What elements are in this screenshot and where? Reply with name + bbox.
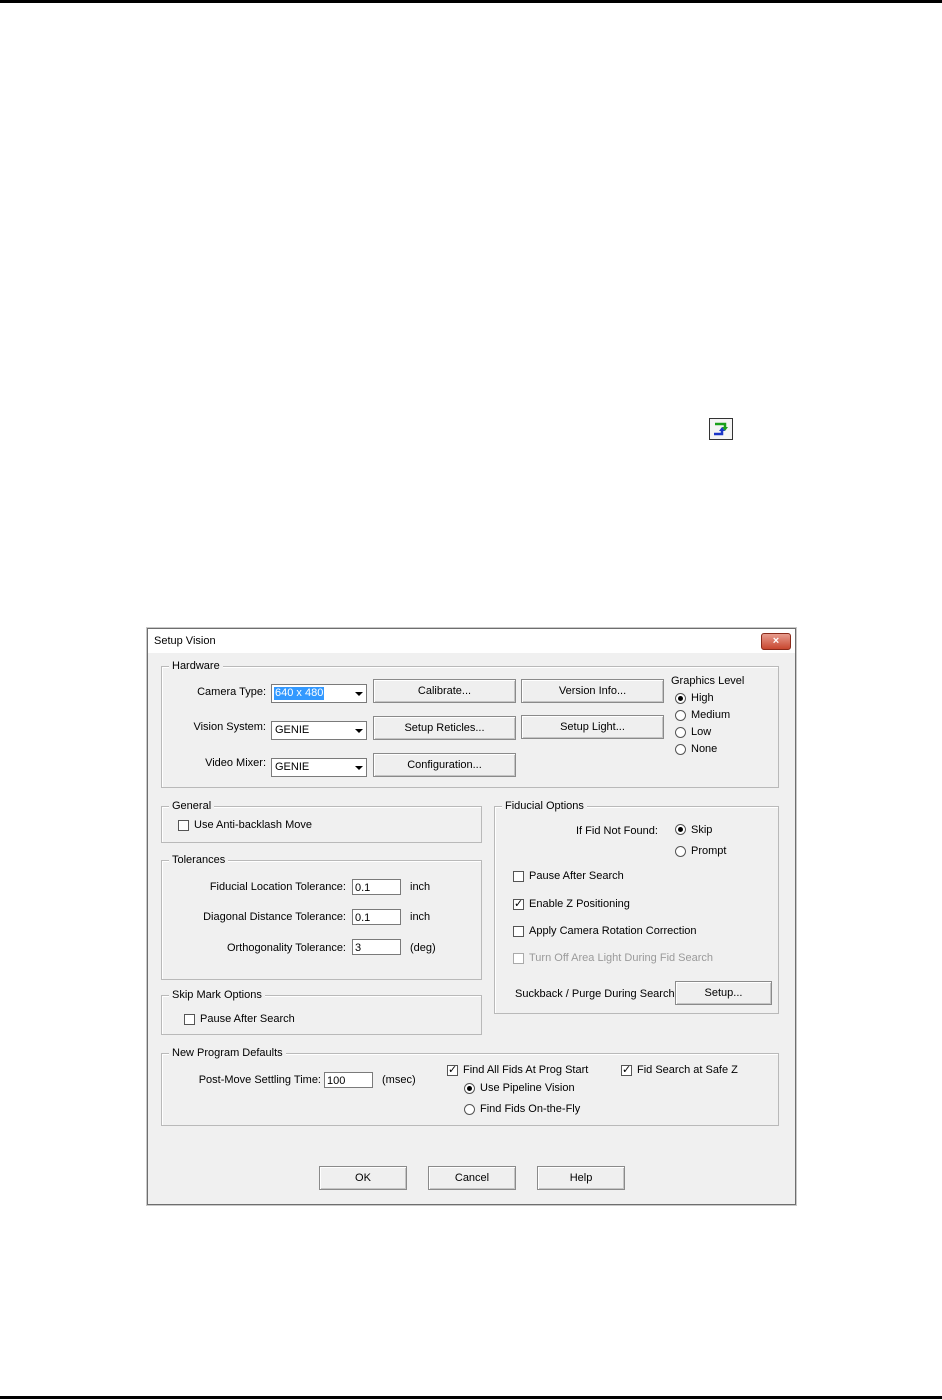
settling-time-label: Post-Move Settling Time: <box>198 1074 321 1086</box>
safe-z-label[interactable]: Fid Search at Safe Z <box>637 1064 738 1076</box>
fid-prompt-radio[interactable] <box>675 846 686 857</box>
video-mixer-value: GENIE <box>275 761 310 773</box>
version-info-button[interactable]: Version Info... <box>521 679 664 703</box>
vision-system-label: Vision System: <box>193 721 266 733</box>
anti-backlash-checkbox[interactable] <box>178 820 189 831</box>
graphics-level-label: Graphics Level <box>671 675 745 687</box>
graphics-high-label[interactable]: High <box>691 692 714 704</box>
camera-type-value: 640 x 480 <box>275 687 324 699</box>
configuration-button[interactable]: Configuration... <box>373 753 516 777</box>
diagonal-tolerance-input[interactable]: 0.1 <box>352 909 401 925</box>
on-the-fly-radio[interactable] <box>464 1104 475 1115</box>
fid-skip-radio[interactable] <box>675 824 686 835</box>
safe-z-checkbox[interactable] <box>621 1065 632 1076</box>
graphics-medium-radio[interactable] <box>675 710 686 721</box>
hardware-legend: Hardware <box>169 660 223 672</box>
graphics-medium-label[interactable]: Medium <box>691 709 731 721</box>
graphics-low-radio[interactable] <box>675 727 686 738</box>
diagonal-tolerance-unit: inch <box>410 911 431 923</box>
settling-time-input[interactable]: 100 <box>324 1072 373 1088</box>
area-light-label: Turn Off Area Light During Fid Search <box>529 952 714 964</box>
orthogonality-tolerance-input[interactable]: 3 <box>352 939 401 955</box>
orthogonality-tolerance-label: Orthogonality Tolerance: <box>226 942 346 954</box>
setup-light-button[interactable]: Setup Light... <box>521 715 664 739</box>
skip-mark-pause-label[interactable]: Pause After Search <box>200 1013 295 1025</box>
chevron-down-icon[interactable] <box>350 722 366 739</box>
vision-system-select[interactable] <box>271 721 367 740</box>
chevron-down-icon[interactable] <box>350 759 366 776</box>
dialog-titlebar <box>148 629 795 653</box>
graphics-none-label[interactable]: None <box>691 743 718 755</box>
toolbar-vision-icon <box>709 418 733 440</box>
find-all-fids-checkbox[interactable] <box>447 1065 458 1076</box>
general-legend: General <box>169 800 214 812</box>
camera-rotation-checkbox[interactable] <box>513 926 524 937</box>
page-top-rule <box>0 0 942 3</box>
graphics-none-radio[interactable] <box>675 744 686 755</box>
fid-pause-label[interactable]: Pause After Search <box>529 870 624 882</box>
camera-type-label: Camera Type: <box>197 686 266 698</box>
if-fid-not-found-label: If Fid Not Found: <box>576 825 658 837</box>
camera-type-select[interactable] <box>271 684 367 703</box>
pipeline-vision-label[interactable]: Use Pipeline Vision <box>480 1082 575 1094</box>
find-all-fids-label[interactable]: Find All Fids At Prog Start <box>463 1064 589 1076</box>
fid-pause-checkbox[interactable] <box>513 871 524 882</box>
close-button[interactable]: × <box>761 633 791 650</box>
chevron-down-icon[interactable] <box>350 685 366 702</box>
tolerances-legend: Tolerances <box>169 854 228 866</box>
fiducial-tolerance-label: Fiducial Location Tolerance: <box>209 881 346 893</box>
pipeline-vision-radio[interactable] <box>464 1083 475 1094</box>
graphics-high-radio[interactable] <box>675 693 686 704</box>
video-mixer-select[interactable] <box>271 758 367 777</box>
fid-prompt-label[interactable]: Prompt <box>691 845 727 857</box>
help-button[interactable]: Help <box>537 1166 625 1190</box>
skip-mark-pause-checkbox[interactable] <box>184 1014 195 1025</box>
fiducial-options-legend: Fiducial Options <box>502 800 587 812</box>
page-bottom-rule <box>0 1396 942 1399</box>
fiducial-tolerance-unit: inch <box>410 881 431 893</box>
orthogonality-tolerance-unit: (deg) <box>410 942 436 954</box>
skip-mark-legend: Skip Mark Options <box>169 989 265 1001</box>
fid-skip-label[interactable]: Skip <box>691 824 713 836</box>
new-program-legend: New Program Defaults <box>169 1047 286 1059</box>
calibrate-button[interactable]: Calibrate... <box>373 679 516 703</box>
diagonal-tolerance-label: Diagonal Distance Tolerance: <box>203 911 346 923</box>
anti-backlash-label[interactable]: Use Anti-backlash Move <box>194 819 312 831</box>
camera-rotation-label[interactable]: Apply Camera Rotation Correction <box>529 925 697 937</box>
area-light-checkbox <box>513 953 524 964</box>
enable-z-checkbox[interactable] <box>513 899 524 910</box>
video-mixer-label: Video Mixer: <box>205 757 266 769</box>
suckback-setup-button[interactable]: Setup... <box>675 981 772 1005</box>
enable-z-label[interactable]: Enable Z Positioning <box>529 898 630 910</box>
graphics-low-label[interactable]: Low <box>691 726 712 738</box>
on-the-fly-label[interactable]: Find Fids On-the-Fly <box>480 1103 581 1115</box>
ok-button[interactable]: OK <box>319 1166 407 1190</box>
dialog-title: Setup Vision <box>154 635 216 647</box>
cancel-button[interactable]: Cancel <box>428 1166 516 1190</box>
vision-system-value: GENIE <box>275 724 310 736</box>
setup-reticles-button[interactable]: Setup Reticles... <box>373 716 516 740</box>
suckback-label: Suckback / Purge During Search <box>515 988 675 1000</box>
settling-time-unit: (msec) <box>382 1074 416 1086</box>
setup-vision-dialog <box>147 628 796 1205</box>
fiducial-tolerance-input[interactable]: 0.1 <box>352 879 401 895</box>
